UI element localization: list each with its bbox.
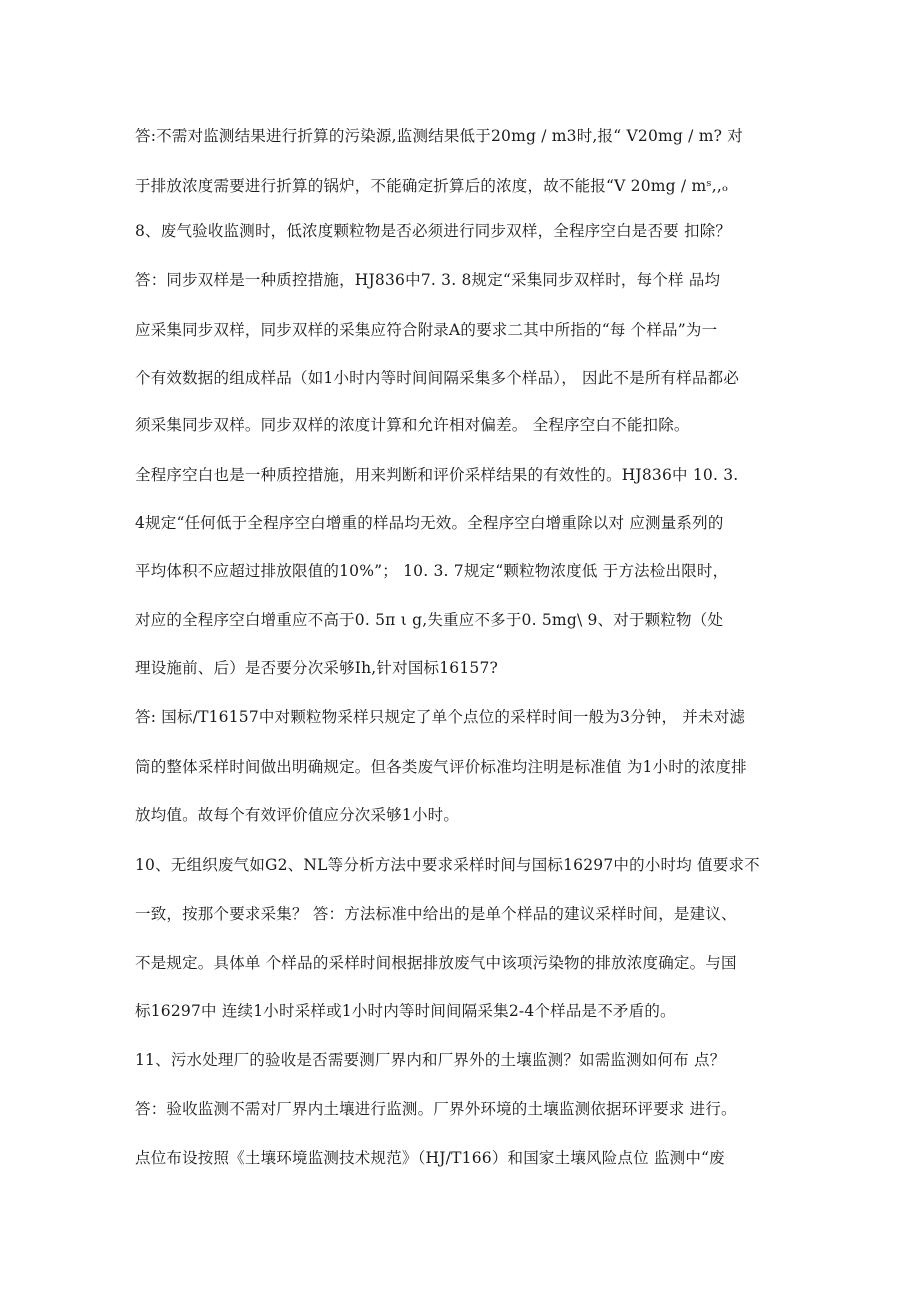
text-line: 平均体积不应超过排放限值的10%”； 10. 3. 7规定“颗粒物浓度低 于方法检出限时， <box>135 562 729 580</box>
text-line: 标16297中 连续1小时采样或1小时内等时间间隔采集2-4个样品是不矛盾的。 <box>135 1002 676 1020</box>
text-line: 答:不需对监测结果进行折算的污染源,监测结果低于20mg / m3时,报“ V20mg / m? 对 <box>135 127 743 145</box>
text-line: 放均值。故每个有效评价值应分次采够1小时。 <box>135 806 460 824</box>
text-line: 对应的全程序空白增重应不高于0. 5π ι g,失重应不多于0. 5mg\ 9、对于颗粒物（处 <box>135 611 724 629</box>
text-line: 于排放浓度需要进行折算的锅炉，不能确定折算后的浓度，故不能报“V 20mg / mˢ,,ₒ <box>135 177 729 195</box>
text-line: 答：验收监测不需对厂界内土壤进行监测。厂界外环境的土壤监测依据环评要求 进行。 <box>135 1100 737 1118</box>
text-line: 10、无组织废气如G2、NL等分析方法中要求采样时间与国标16297中的小时均 值要求不 <box>135 856 760 874</box>
text-line: 一致，按那个要求采集？ 答：方法标准中给出的是单个样品的建议采样时间，是建议、 <box>135 905 737 923</box>
text-line: 8、废气验收监测时，低浓度颗粒物是否必须进行同步双样，全程序空白是否要 扣除？ <box>135 222 732 240</box>
text-line: 点位布设按照《土壤环境监测技术规范》（HJ/T166）和国家土壤风险点位 监测中“废 <box>135 1149 725 1167</box>
text-line: 个有效数据的组成样品（如1小时内等时间间隔采集多个样品）， 因此不是所有样品都必 <box>135 369 740 387</box>
text-line: 全程序空白也是一种质控措施，用来判断和评价采样结果的有效性的。HJ836中 10. 3. <box>135 466 739 484</box>
text-line: 不是规定。具体单 个样品的采样时间根据排放废气中该项污染物的排放浓度确定。与国 <box>135 954 737 972</box>
text-line: 筒的整体采样时间做出明确规定。但各类废气评价标准均注明是标准值 为1小时的浓度排 <box>135 758 747 776</box>
text-line: 理设施前、后）是否要分次采够Ih,针对国标16157? <box>135 659 499 677</box>
text-line: 答: 国标/T16157中对颗粒物采样只规定了单个点位的采样时间一般为3分钟， 并未对滤 <box>135 708 746 726</box>
text-line: 11、污水处理厂的验收是否需要测厂界内和厂界外的土壤监测？如需监测如何布 点？ <box>135 1051 726 1069</box>
text-line: 4规定“任何低于全程序空白增重的样品均无效。全程序空白增重除以对 应测量系列的 <box>135 514 724 532</box>
text-line: 须采集同步双样。同步双样的浓度计算和允许相对偏差。 全程序空白不能扣除。 <box>135 416 690 434</box>
text-line: 应采集同步双样，同步双样的采集应符合附录A的要求二其中所指的“每 个样品”为一 <box>135 321 718 339</box>
text-line: 答：同步双样是一种质控措施，HJ836中7. 3. 8规定“采集同步双样时，每个样 品均 <box>135 271 721 289</box>
